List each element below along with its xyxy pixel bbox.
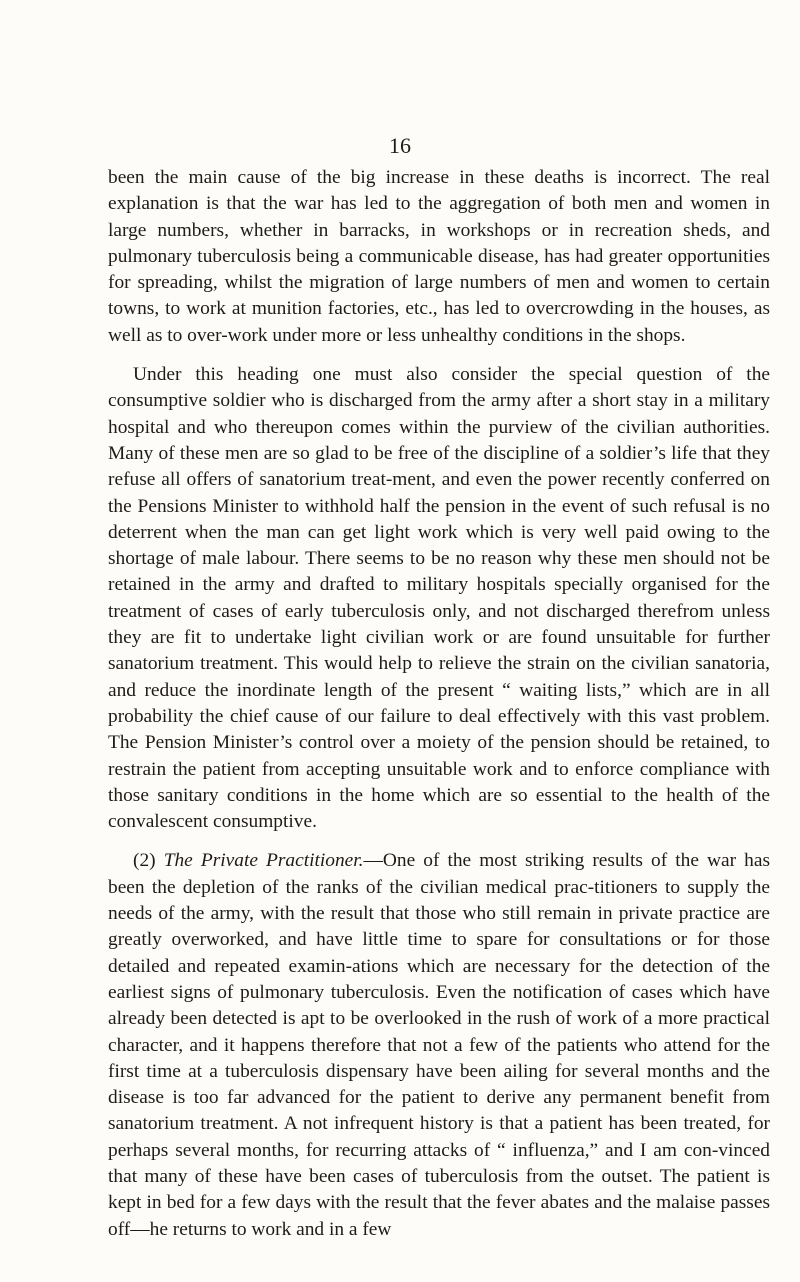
page-number: 16 (389, 133, 411, 158)
paragraph-private-practitioner (108, 848, 770, 1242)
section-body: —One of the most striking results of the war has been the depletion of the ranks of the civilian medical prac-titioners to supply the needs of the army, with the result that those who still remain in private practice are greatly overworked, and have little time to spare for consultations or for those detailed and repeated examin-ations which are necessary for the detection of the earliest signs of pulmonary tuberculosis. Even the notification of cases which have already been detected is apt to be overlooked in the rush of work of a more practical character, and it happens therefore that not a few of the patients who attend for the first time at a tuberculosis dispensary have been ailing for several months and the disease is too far advanced for the patient to derive any permanent benefit from sanatorium treatment. A not infrequent history is that a patient has been treated, for perhaps several months, for recurring attacks of “ influenza,” and I am con-vinced that many of these have been cases of tuberculosis from the outset. The patient is kept in bed for a few days with the result that the fever abates and the malaise passes off—he returns to work and in a few (108, 850, 770, 1240)
paragraph-continued: been the main cause of the big increase in these deaths is incorrect. The real explanation is that the war has led to the aggregation of both men and women in large numbers, whether in barracks, in workshops or in recreation sheds, and pulmonary tuberculosis being a communicable disease, has had greater opportunities for spreading, whilst the migration of large numbers of men and women to certain towns, to work at munition factories, etc., has led to overcrowding in the houses, as well as to over-work under more or less unhealthy conditions in the shops. (108, 167, 770, 346)
section-number: (2) (133, 850, 156, 872)
paragraph-consumptive-soldier: Under this heading one must also consider the special question of the consumptive soldier who is discharged from the army after a short stay in a military hospital and who thereupon comes within the purview of the civilian authorities. Many of these men are so glad to be free of the discipline of a soldier’s life that they refuse all offers of sanatorium treat-ment, and even the power recently conferred on the Pensions Minister to withhold half the pension in the event of such refusal is no deterrent when the man can get light work which is very well paid owing to the shortage of male labour. There seems to be no reason why these men should not be retained in the army and drafted to military hospitals specially organised for the treatment of cases of early tuberculosis only, and not discharged therefrom unless they are fit to undertake light civilian work or are found unsuitable for further sanatorium treatment. This would help to relieve the strain on the civilian sanatoria, and reduce the inordinate length of the present “ waiting lists,” which are in all probability the chief cause of our failure to deal effectively with this vast problem. The Pension Minister’s control over a moiety of the pension should be retained, to restrain the patient from accepting unsuitable work and to enforce compliance with those sanitary conditions in the home which are so essential to the health of the convalescent consumptive. (108, 364, 770, 833)
section-title: The Private Practitioner. (163, 850, 364, 872)
page-body (108, 165, 770, 1256)
